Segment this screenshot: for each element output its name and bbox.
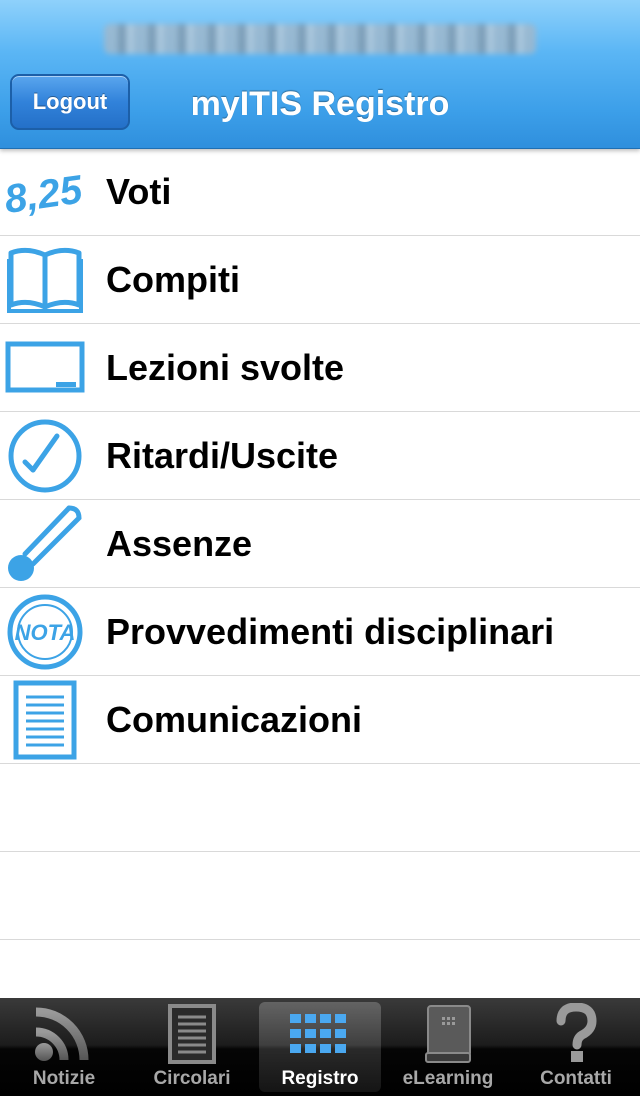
tab-label: eLearning: [402, 1068, 494, 1089]
user-name-blurred: [104, 24, 536, 54]
ebook-icon: [413, 1002, 483, 1066]
menu-item-label: Ritardi/Uscite: [106, 434, 339, 476]
navigation-bar: [0, 0, 640, 149]
tab-label: Contatti: [540, 1068, 612, 1089]
empty-row: [0, 764, 640, 852]
tab-contatti[interactable]: [512, 998, 640, 1096]
tab-notizie[interactable]: [0, 998, 128, 1096]
menu-item-label: Provvedimenti disciplinari: [106, 610, 555, 652]
menu-item-label: Voti: [106, 170, 172, 212]
thermometer-icon: [0, 500, 90, 587]
book-icon: [0, 236, 90, 323]
menu-item-provvedimenti[interactable]: [0, 588, 640, 676]
blackboard-icon: [0, 324, 90, 411]
svg-text:NOTA: NOTA: [14, 619, 76, 645]
menu-item-label: Compiti: [106, 258, 240, 300]
rss-icon: [29, 1002, 99, 1066]
tab-label: Notizie: [32, 1068, 96, 1089]
clock-icon: [0, 412, 90, 499]
tab-bar: [0, 998, 640, 1096]
menu-item-assenze[interactable]: [0, 500, 640, 588]
tab-label: Circolari: [153, 1068, 231, 1089]
menu-list: [0, 148, 640, 940]
note-badge-icon: [0, 588, 90, 675]
document-icon: [0, 676, 90, 763]
menu-item-label: Comunicazioni: [106, 698, 363, 740]
grid-icon: [285, 1002, 355, 1066]
circular-doc-icon: [157, 1002, 227, 1066]
svg-text:8,25: 8,25: [2, 167, 85, 222]
page-title: myITIS Registro: [190, 84, 450, 123]
tab-circolari[interactable]: [128, 998, 256, 1096]
menu-item-comunicazioni[interactable]: [0, 676, 640, 764]
menu-item-voti[interactable]: [0, 148, 640, 236]
menu-item-ritardi-uscite[interactable]: [0, 412, 640, 500]
grade-icon: [0, 148, 90, 235]
empty-row: [0, 852, 640, 940]
menu-item-label: Assenze: [106, 522, 253, 564]
menu-item-compiti[interactable]: [0, 236, 640, 324]
menu-item-lezioni-svolte[interactable]: [0, 324, 640, 412]
logout-button[interactable]: Logout: [10, 74, 130, 130]
question-icon: [541, 1002, 611, 1066]
tab-label: Registro: [281, 1068, 359, 1089]
menu-item-label: Lezioni svolte: [106, 346, 345, 388]
tab-elearning[interactable]: [384, 998, 512, 1096]
tab-registro[interactable]: [259, 1002, 381, 1092]
